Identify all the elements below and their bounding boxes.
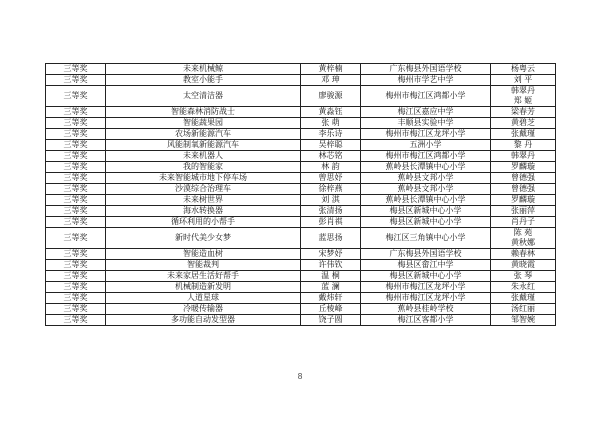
- teacher-name: 张 琴: [513, 271, 533, 280]
- cell-teacher: [491, 162, 556, 173]
- cell-teacher: [491, 217, 556, 228]
- cell-teacher: [491, 86, 556, 107]
- cell-teacher: [491, 304, 556, 315]
- table-row: [46, 315, 556, 326]
- cell-school: 蕉岭县文邦小学: [361, 173, 491, 184]
- teacher-name: 罗麟璇: [511, 195, 535, 204]
- cell-school: 五洲小学: [361, 140, 491, 151]
- table-row: [46, 140, 556, 151]
- cell-teacher: [491, 282, 556, 293]
- cell-teacher: [491, 64, 556, 75]
- cell-title: 农场新能源汽车: [106, 129, 301, 140]
- teacher-name: 梁春芳: [511, 107, 535, 116]
- cell-author: 张清扬: [301, 206, 361, 217]
- cell-teacher: [491, 260, 556, 271]
- award-table-container: [45, 63, 555, 326]
- cell-title: 未来智能城市地下停车场: [106, 173, 301, 184]
- cell-prize: 三等奖: [46, 140, 106, 151]
- cell-title: 人道星球: [106, 293, 301, 304]
- teacher-name: 郑 姬: [513, 96, 533, 105]
- cell-prize: 三等奖: [46, 86, 106, 107]
- award-table: [45, 63, 556, 326]
- table-row: [46, 228, 556, 249]
- teacher-name: 黄晓霞: [511, 260, 535, 269]
- cell-prize: 三等奖: [46, 228, 106, 249]
- cell-author: 戴炜轩: [301, 293, 361, 304]
- table-row: [46, 107, 556, 118]
- cell-title: 新时代美少女梦: [106, 228, 301, 249]
- cell-title: 风能制氧新能源汽车: [106, 140, 301, 151]
- cell-teacher: [491, 75, 556, 86]
- cell-school: 梅州市梅江区龙坪小学: [361, 293, 491, 304]
- cell-author: 彭肖祺: [301, 217, 361, 228]
- cell-school: 梅州市学艺中学: [361, 75, 491, 86]
- cell-title: 未来机械鲸: [106, 64, 301, 75]
- cell-school: 广东梅县外国语学校: [361, 249, 491, 260]
- table-row: [46, 304, 556, 315]
- award-table-body: [46, 64, 556, 326]
- cell-teacher: [491, 151, 556, 162]
- teacher-name: 韩翠丹: [511, 151, 535, 160]
- cell-prize: 三等奖: [46, 64, 106, 75]
- cell-author: 饶子圆: [301, 315, 361, 326]
- cell-title: 我的智能家: [106, 162, 301, 173]
- cell-teacher: [491, 228, 556, 249]
- cell-school: 梅州市梅江区龙坪小学: [361, 282, 491, 293]
- teacher-name: 赖春林: [511, 249, 535, 258]
- cell-school: 蕉岭县桂岭学校: [361, 304, 491, 315]
- cell-author: 黄梓楠: [301, 64, 361, 75]
- cell-school: 梅县区新城中心小学: [361, 271, 491, 282]
- table-row: [46, 282, 556, 293]
- cell-author: 蓝思扬: [301, 228, 361, 249]
- cell-teacher: [491, 206, 556, 217]
- teacher-name: 陈 苑: [513, 228, 533, 237]
- cell-author: 温 桐: [301, 271, 361, 282]
- table-row: [46, 293, 556, 304]
- cell-teacher: [491, 249, 556, 260]
- cell-school: 梅江区客都小学: [361, 315, 491, 326]
- cell-teacher: [491, 184, 556, 195]
- teacher-name: 张丽萍: [511, 206, 535, 215]
- cell-prize: 三等奖: [46, 173, 106, 184]
- cell-school: 梅州市梅江区鸿都小学: [361, 151, 491, 162]
- cell-title: 循环利用的小帮手: [106, 217, 301, 228]
- cell-teacher: [491, 129, 556, 140]
- cell-author: 张 萌: [301, 118, 361, 129]
- cell-author: 徐梓燕: [301, 184, 361, 195]
- cell-title: 未来家居生活好帮手: [106, 271, 301, 282]
- cell-school: 梅县区新城中心小学: [361, 217, 491, 228]
- cell-school: 蕉岭县长潭镇中心小学: [361, 195, 491, 206]
- table-row: [46, 217, 556, 228]
- cell-teacher: [491, 173, 556, 184]
- cell-prize: 三等奖: [46, 293, 106, 304]
- cell-school: 蕉岭县长潭镇中心小学: [361, 162, 491, 173]
- cell-author: 许伟钦: [301, 260, 361, 271]
- cell-author: 李乐诗: [301, 129, 361, 140]
- cell-school: 梅县区畲江中学: [361, 260, 491, 271]
- cell-prize: 三等奖: [46, 304, 106, 315]
- cell-author: 蓝 澜: [301, 282, 361, 293]
- cell-teacher: [491, 195, 556, 206]
- cell-title: 智能裁判: [106, 260, 301, 271]
- cell-title: 沙漠综合治理车: [106, 184, 301, 195]
- cell-prize: 三等奖: [46, 162, 106, 173]
- teacher-name: 曾德强: [511, 173, 535, 182]
- cell-prize: 三等奖: [46, 195, 106, 206]
- teacher-name: 韩翠丹: [511, 86, 535, 95]
- table-row: [46, 118, 556, 129]
- cell-author: 刘 淇: [301, 195, 361, 206]
- cell-school: 梅州市梅江区鸿都小学: [361, 86, 491, 107]
- cell-title: 智能森林消防战士: [106, 107, 301, 118]
- cell-author: 宋梦妤: [301, 249, 361, 260]
- table-row: [46, 64, 556, 75]
- cell-title: 教室小能手: [106, 75, 301, 86]
- cell-prize: 三等奖: [46, 315, 106, 326]
- cell-title: 智能蔬果园: [106, 118, 301, 129]
- cell-teacher: [491, 107, 556, 118]
- teacher-name: 张戴瑾: [511, 293, 535, 302]
- cell-prize: 三等奖: [46, 206, 106, 217]
- table-row: [46, 249, 556, 260]
- teacher-name: 杨粤云: [511, 64, 535, 73]
- cell-title: 冷暖传输器: [106, 304, 301, 315]
- teacher-name: 邹智婉: [511, 315, 535, 324]
- cell-prize: 三等奖: [46, 129, 106, 140]
- cell-title: 太空清洁器: [106, 86, 301, 107]
- cell-prize: 三等奖: [46, 249, 106, 260]
- cell-title: 智能造血树: [106, 249, 301, 260]
- cell-school: 广东梅县外国语学校: [361, 64, 491, 75]
- table-row: [46, 162, 556, 173]
- cell-prize: 三等奖: [46, 184, 106, 195]
- cell-school: 蕉岭县文邦小学: [361, 184, 491, 195]
- teacher-name: 黄秋娜: [511, 238, 535, 247]
- cell-teacher: [491, 271, 556, 282]
- cell-author: 林 韵: [301, 162, 361, 173]
- teacher-name: 肖丹子: [511, 217, 535, 226]
- teacher-name: 黎 丹: [513, 140, 533, 149]
- cell-school: 梅江区嘉应中学: [361, 107, 491, 118]
- teacher-name: 黄碧芝: [511, 118, 535, 127]
- teacher-name: 朱永红: [511, 282, 535, 291]
- cell-school: 梅江区三角镇中心小学: [361, 228, 491, 249]
- cell-author: 黄淼钰: [301, 107, 361, 118]
- cell-author: 廖骏源: [301, 86, 361, 107]
- table-row: [46, 151, 556, 162]
- cell-title: 海水转换器: [106, 206, 301, 217]
- table-row: [46, 173, 556, 184]
- cell-prize: 三等奖: [46, 271, 106, 282]
- cell-author: 吴梓聪: [301, 140, 361, 151]
- cell-school: 丰顺县实验中学: [361, 118, 491, 129]
- cell-prize: 三等奖: [46, 151, 106, 162]
- teacher-name: 曾德强: [511, 184, 535, 193]
- cell-prize: 三等奖: [46, 282, 106, 293]
- cell-teacher: [491, 293, 556, 304]
- teacher-name: 张戴瑾: [511, 129, 535, 138]
- cell-school: 梅县区新城中心小学: [361, 206, 491, 217]
- cell-teacher: [491, 140, 556, 151]
- table-row: [46, 75, 556, 86]
- cell-prize: 三等奖: [46, 118, 106, 129]
- table-row: [46, 271, 556, 282]
- cell-title: 多功能自动发型器: [106, 315, 301, 326]
- cell-author: 丘棱峰: [301, 304, 361, 315]
- cell-author: 林芯铭: [301, 151, 361, 162]
- cell-teacher: [491, 315, 556, 326]
- table-row: [46, 129, 556, 140]
- cell-title: 机械制造新发明: [106, 282, 301, 293]
- teacher-name: 罗麟璇: [511, 162, 535, 171]
- table-row: [46, 206, 556, 217]
- teacher-name: 刘 平: [513, 75, 533, 84]
- cell-author: 曾思妤: [301, 173, 361, 184]
- table-row: [46, 184, 556, 195]
- cell-school: 梅州市梅江区龙坪小学: [361, 129, 491, 140]
- cell-teacher: [491, 118, 556, 129]
- cell-prize: 三等奖: [46, 75, 106, 86]
- table-row: [46, 260, 556, 271]
- cell-author: 邓 珅: [301, 75, 361, 86]
- page-number: 8: [297, 372, 303, 381]
- teacher-name: 汤红丽: [511, 304, 535, 313]
- cell-title: 未来树世界: [106, 195, 301, 206]
- table-row: [46, 195, 556, 206]
- cell-prize: 三等奖: [46, 107, 106, 118]
- cell-prize: 三等奖: [46, 260, 106, 271]
- table-row: [46, 86, 556, 107]
- cell-prize: 三等奖: [46, 217, 106, 228]
- cell-title: 未来机器人: [106, 151, 301, 162]
